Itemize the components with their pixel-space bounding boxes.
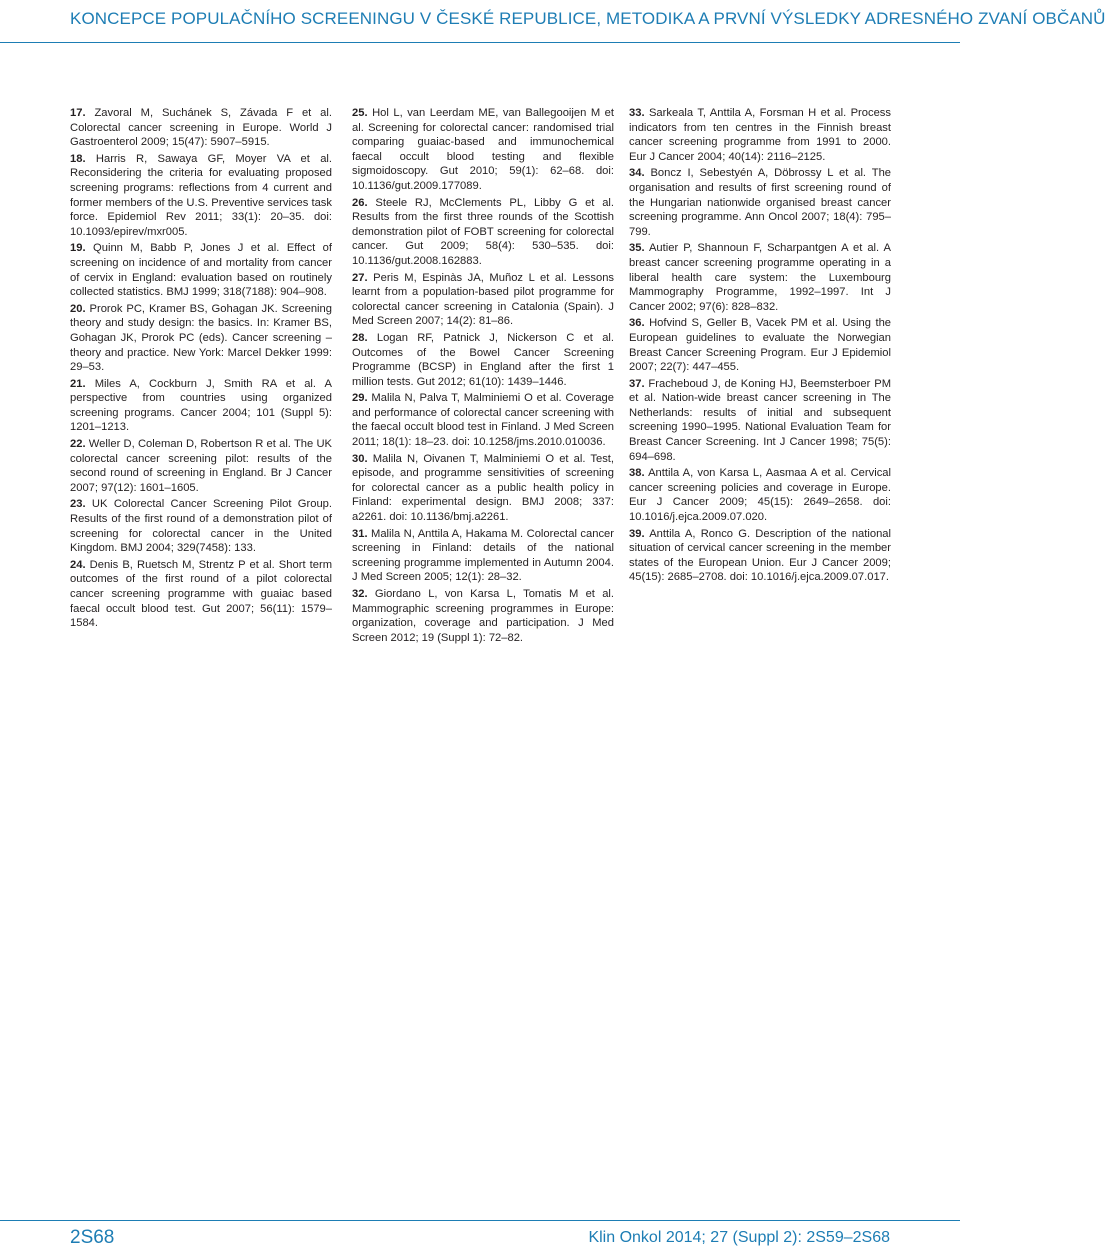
reference-number: 29. xyxy=(352,392,368,405)
reference-entry xyxy=(352,587,614,645)
reference-text: Autier P, Shannoun F, Scharpantgen A et al. A breast cancer screening programme operating in a liberal health care system: the Luxembourg Mammography Programme, 1992–1997. Int J Cancer 2002; 97(6): 828–832. xyxy=(629,242,891,313)
reference-text: Hofvind S, Geller B, Vacek PM et al. Using the European guidelines to evaluate the Norwegian Breast Cancer Screening Program. Eur J Epidemiol 2007; 22(7): 447–455. xyxy=(629,317,892,374)
reference-entry xyxy=(352,391,614,449)
reference-entry xyxy=(352,106,614,194)
reference-entry xyxy=(70,558,332,631)
footer-divider xyxy=(0,1220,960,1221)
reference-entry xyxy=(352,452,614,525)
reference-entry xyxy=(352,271,614,329)
reference-number: 31. xyxy=(352,527,368,540)
reference-column-2 xyxy=(352,106,614,645)
reference-number: 27. xyxy=(352,271,368,284)
reference-number: 23. xyxy=(70,498,86,511)
reference-text: Malila N, Anttila A, Hakama M. Colorectal cancer screening in Finland: details of the national screening programme implemented in Autumn 2004. J Med Screen 2005; 12(1): 28–32. xyxy=(352,527,615,584)
reference-number: 30. xyxy=(352,452,368,465)
reference-entry xyxy=(629,377,891,465)
reference-entry xyxy=(629,466,891,524)
reference-entry xyxy=(629,241,891,314)
reference-text: Denis B, Ruetsch M, Strentz P et al. Short term outcomes of the first round of a pilot colorectal cancer screening programme with guaiac based faecal occult blood test. Gut 2007; 56(11): 1579–1584. xyxy=(70,558,333,630)
reference-entry xyxy=(629,106,891,164)
reference-text: Boncz I, Sebestyén A, Döbrossy L et al. The organisation and results of first screening round of the Hungarian nationwide organised breast cancer screening programme. Ann Oncol 2007; 18(4): 795–799. xyxy=(629,167,892,238)
reference-entry xyxy=(70,106,332,150)
reference-text: Peris M, Espinàs JA, Muñoz L et al. Lessons learnt from a population-based pilot programme for colorectal cancer screening in Catalonia (Spain). J Med Screen 2007; 14(2): 81–86. xyxy=(352,271,615,328)
reference-entry xyxy=(70,152,332,240)
reference-text: Prorok PC, Kramer BS, Gohagan JK. Screening theory and study design: the basics. In: Kramer BS, Gohagan JK, Prorok PC (eds). Cancer screening – theory and practice. New York: Marcel Dekker 1999: 29–53. xyxy=(70,302,332,374)
reference-entry xyxy=(70,302,332,375)
page-number: 2S68 xyxy=(70,1227,115,1248)
reference-entry xyxy=(629,527,891,585)
reference-number: 21. xyxy=(70,377,86,390)
reference-column-1 xyxy=(70,106,332,631)
reference-text: Sarkeala T, Anttila A, Forsman H et al. Process indicators from ten centres in the Finnish breast cancer screening programme from 1991 to 2000. Eur J Cancer 2004; 40(14): 2116–2125. xyxy=(629,107,891,163)
reference-number: 17. xyxy=(70,107,86,119)
reference-text: Quinn M, Babb P, Jones J et al. Effect of screening on incidence of and mortality from cancer of cervix in England: evaluation based on routinely collected statistics. BMJ 1999; 318(7188): 904–908. xyxy=(70,242,332,299)
reference-entry xyxy=(629,166,891,239)
reference-text: Giordano L, von Karsa L, Tomatis M et al. Mammographic screening programmes in Europe: organization, coverage and participation. J Med Screen 2012; 19 (Suppl 1): 72–82. xyxy=(352,588,615,644)
reference-number: 36. xyxy=(629,317,645,330)
reference-text: Harris R, Sawaya GF, Moyer VA et al. Reconsidering the criteria for evaluating proposed screening programs: reflections from 4 current and former members of the U.S. Preventive services task force. Epidemiol Rev 2011; 33(1): 20–35. doi: 10.1093/epirev/mxr005. xyxy=(70,152,333,238)
reference-number: 37. xyxy=(629,377,645,390)
reference-list xyxy=(70,106,892,644)
reference-entry xyxy=(352,331,614,389)
reference-text: Malila N, Oivanen T, Malminiemi O et al. Test, episode, and programme sensitivities of screening for colorectal cancer as a public health policy in Finland: experimental design. BMJ 2008; 337: a2261. doi: 10.1136/bmj.a2261. xyxy=(352,452,615,524)
reference-number: 38. xyxy=(629,467,645,480)
reference-text: Fracheboud J, de Koning HJ, Beemsterboer PM et al. Nation-wide breast cancer screening in The Netherlands: results of initial and subsequent screening 1990–1995. National Evaluation Team for Breast Cancer Screening. Int J Cancer 1998; 75(5): 694–698. xyxy=(629,377,892,463)
reference-text: Miles A, Cockburn J, Smith RA et al. A perspective from countries using organized screening programs. Cancer 2004; 101 (Suppl 5): 1201–1213. xyxy=(70,377,332,434)
reference-text: UK Colorectal Cancer Screening Pilot Group. Results of the first round of a demonstration pilot of screening for colorectal cancer in the United Kingdom. BMJ 2004; 329(7458): 133. xyxy=(70,498,332,555)
reference-number: 26. xyxy=(352,196,368,209)
running-title: KONCEPCE POPULAČNÍHO SCREENINGU V ČESKÉ REPUBLICE, METODIKA A PRVNÍ VÝSLEDKY ADRESNÉHO ZVANÍ OBČANŮ xyxy=(70,9,1106,28)
journal-citation: Klin Onkol 2014; 27 (Suppl 2): 2S59–2S68 xyxy=(588,1229,890,1246)
header-divider xyxy=(0,42,960,43)
reference-entry xyxy=(352,527,614,585)
reference-text: Weller D, Coleman D, Robertson R et al. The UK colorectal cancer screening pilot: results of the second round of screening in England. Br J Cancer 2007; 97(12): 1601–1605. xyxy=(70,438,332,494)
reference-text: Malila N, Palva T, Malminiemi O et al. Coverage and performance of colorectal cancer screening with the faecal occult blood test in Finland. J Med Screen 2011; 18(1): 18–23. doi: 10.1258/jms.2010.010036. xyxy=(352,392,615,449)
reference-number: 39. xyxy=(629,527,645,540)
reference-entry xyxy=(70,437,332,495)
reference-number: 33. xyxy=(629,107,645,119)
reference-text: Steele RJ, McClements PL, Libby G et al. Results from the first three rounds of the Scottish demonstration pilot of FOBT screening for colorectal cancer. Gut 2009; 58(4): 530–535. doi: 10.1136/gut.2008.162883. xyxy=(352,196,615,267)
reference-text: Anttila A, von Karsa L, Aasmaa A et al. Cervical cancer screening policies and coverage in Europe. Eur J Cancer 2009; 45(15): 2649–2658. doi: 10.1016/j.ejca.2009.07.020. xyxy=(629,467,891,524)
reference-entry xyxy=(629,316,891,374)
reference-entry xyxy=(352,196,614,269)
reference-text: Logan RF, Patnick J, Nickerson C et al. Outcomes of the Bowel Cancer Screening Programme (BCSP) in England after the first 1 million tests. Gut 2012; 61(10): 1439–1446. xyxy=(352,331,615,388)
reference-number: 25. xyxy=(352,107,368,119)
reference-entry xyxy=(70,377,332,435)
reference-text: Zavoral M, Suchánek S, Závada F et al. Colorectal cancer screening in Europe. World J Gastroenterol 2009; 15(47): 5907–5915. xyxy=(70,107,332,149)
reference-text: Anttila A, Ronco G. Description of the national situation of cervical cancer screening in the member states of the European Union. Eur J Cancer 2009; 45(15): 2685–2708. doi: 10.1016/j.ejca.2009.07.017. xyxy=(629,527,892,584)
reference-number: 24. xyxy=(70,558,86,571)
reference-number: 35. xyxy=(629,242,645,255)
reference-number: 19. xyxy=(70,242,86,255)
reference-column-3 xyxy=(629,106,891,585)
reference-number: 28. xyxy=(352,331,368,344)
reference-number: 32. xyxy=(352,588,368,600)
reference-entry xyxy=(70,497,332,555)
reference-number: 20. xyxy=(70,302,86,315)
reference-number: 22. xyxy=(70,438,86,451)
reference-number: 18. xyxy=(70,152,86,165)
reference-entry xyxy=(70,241,332,299)
reference-number: 34. xyxy=(629,167,645,180)
reference-text: Hol L, van Leerdam ME, van Ballegooijen M et al. Screening for colorectal cancer: randomised trial comparing guaiac-based and immunochemical faecal occult blood testing and flexible sigmoidoscopy. Gut 2010; 59(1): 62–68. doi: 10.1136/gut.2009.177089. xyxy=(352,107,614,192)
